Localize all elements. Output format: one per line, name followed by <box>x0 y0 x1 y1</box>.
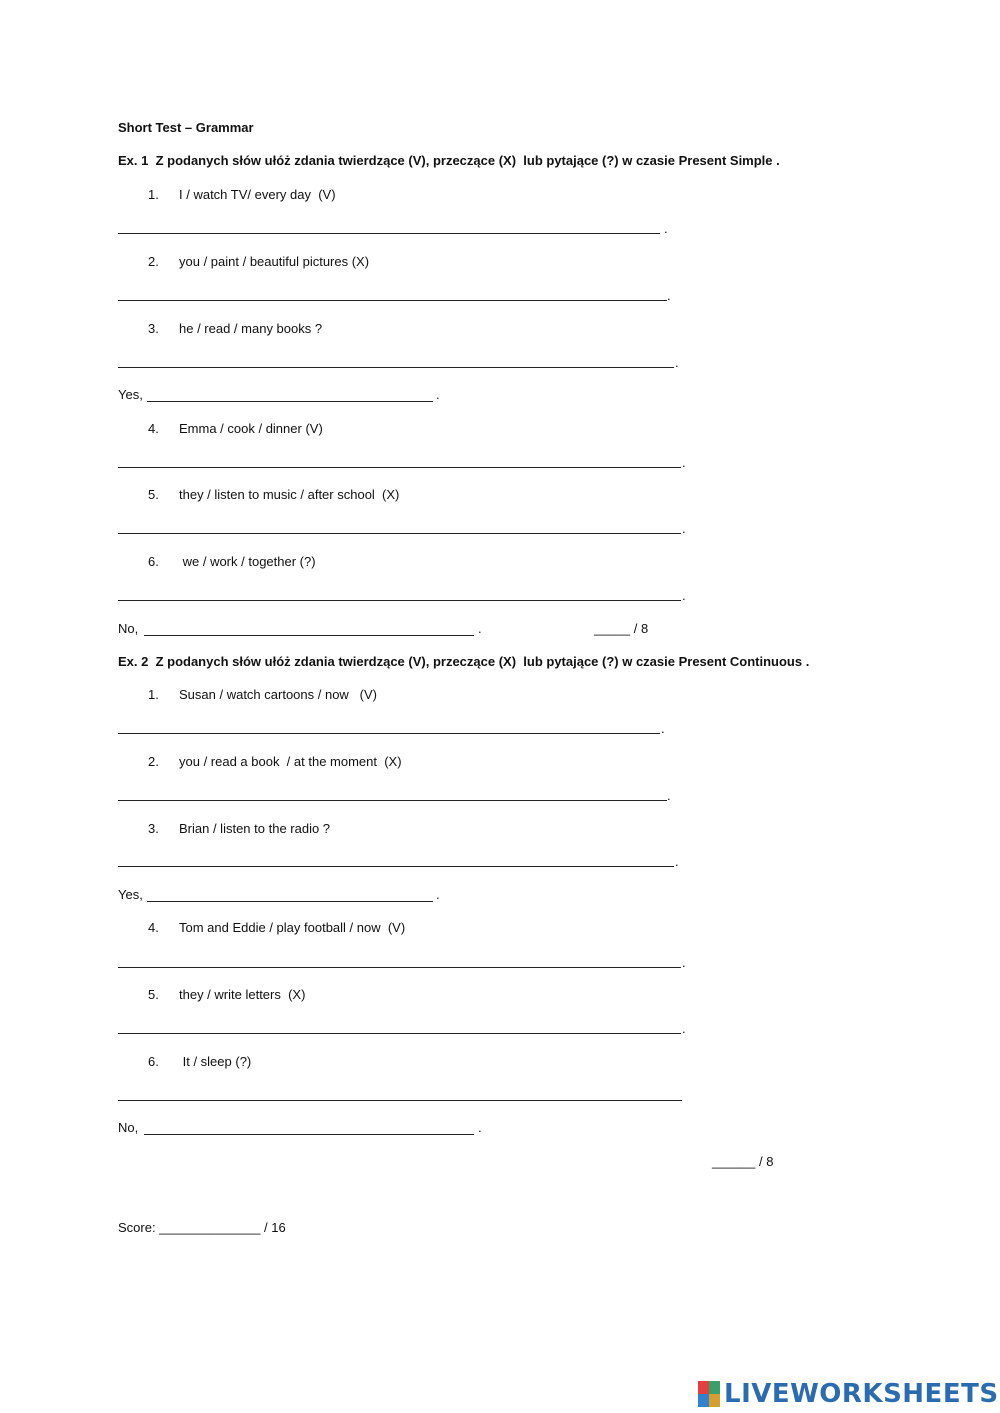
ex2-item-4-prompt: Tom and Eddie / play football / now (V) <box>179 920 406 935</box>
ex1-item-4-number: 4. <box>148 421 159 436</box>
ex2-item-3-period: . <box>675 854 679 869</box>
logo-square-green <box>709 1381 720 1394</box>
ex1-item-2-prompt: you / paint / beautiful pictures (X) <box>179 254 370 269</box>
ex1-no-period: . <box>478 621 482 636</box>
ex1-item-5-number: 5. <box>148 487 159 502</box>
ex2-yes-answer-line[interactable] <box>147 901 433 902</box>
ex1-item-5-prompt: they / listen to music / after school (X) <box>179 487 400 502</box>
ex1-item-4-answer-line[interactable] <box>118 467 681 468</box>
ex1-item-3-number: 3. <box>148 321 159 336</box>
ex2-item-1-number: 1. <box>148 687 159 702</box>
ex1-item-4-period: . <box>682 455 686 470</box>
ex1-score: _____ / 8 <box>594 621 649 636</box>
liveworksheets-logo <box>698 1378 999 1410</box>
ex1-item-3-prompt: he / read / many books ? <box>179 321 323 336</box>
ex2-item-4-period: . <box>682 955 686 970</box>
ex2-item-5-period: . <box>682 1021 686 1036</box>
ex1-item-6-answer-line[interactable] <box>118 600 681 601</box>
ex2-item-5-prompt: they / write letters (X) <box>179 987 306 1002</box>
page-title: Short Test – Grammar <box>118 120 254 135</box>
ex2-item-4-answer-line[interactable] <box>118 967 681 968</box>
ex1-item-1-prompt: I / watch TV/ every day (V) <box>179 187 336 202</box>
ex2-item-2-period: . <box>667 788 671 803</box>
ex2-item-1-answer-line[interactable] <box>118 733 660 734</box>
ex2-item-3-number: 3. <box>148 821 159 836</box>
ex2-no-period: . <box>478 1120 482 1135</box>
ex1-item-6-number: 6. <box>148 554 159 569</box>
ex1-item-1-period: . <box>664 221 668 236</box>
logo-square-red <box>698 1381 709 1394</box>
ex2-item-3-answer-line[interactable] <box>118 866 674 867</box>
ex2-no-label: No, <box>118 1120 139 1135</box>
ex2-no-answer-line[interactable] <box>144 1134 474 1135</box>
logo-square-blue <box>698 1394 709 1407</box>
ex2-yes-label: Yes, <box>118 887 143 902</box>
ex2-item-3-prompt: Brian / listen to the radio ? <box>179 821 331 836</box>
ex1-item-6-prompt: we / work / together (?) <box>179 554 316 569</box>
ex1-item-4-prompt: Emma / cook / dinner (V) <box>179 421 323 436</box>
ex2-heading: Ex. 2 Z podanych słów ułóż zdania twierdzące (V), przeczące (X) lub pytające (?) w czasie Present Continuous . <box>118 654 810 669</box>
ex1-item-3-period: . <box>675 355 679 370</box>
ex2-item-2-prompt: you / read a book / at the moment (X) <box>179 754 402 769</box>
ex2-item-1-prompt: Susan / watch cartoons / now (V) <box>179 687 377 702</box>
ex1-yes-label: Yes, <box>118 387 143 402</box>
ex1-item-2-answer-line[interactable] <box>118 300 667 301</box>
ex2-item-5-number: 5. <box>148 987 159 1002</box>
ex2-item-2-answer-line[interactable] <box>118 800 667 801</box>
ex1-item-1-number: 1. <box>148 187 159 202</box>
ex1-item-6-period: . <box>682 588 686 603</box>
logo-mark-icon <box>698 1381 720 1407</box>
ex1-no-answer-line[interactable] <box>144 635 474 636</box>
ex1-heading: Ex. 1 Z podanych słów ułóż zdania twierdzące (V), przeczące (X) lub pytające (?) w czasie Present Simple . <box>118 153 780 168</box>
ex2-item-2-number: 2. <box>148 754 159 769</box>
ex2-item-6-number: 6. <box>148 1054 159 1069</box>
ex2-yes-period: . <box>436 887 440 902</box>
ex2-item-6-answer-line[interactable] <box>118 1100 682 1101</box>
ex1-item-5-period: . <box>682 521 686 536</box>
ex2-score: ______ / 8 <box>712 1154 774 1169</box>
ex1-no-label: No, <box>118 621 139 636</box>
logo-text: LIVEWORKSHEETS <box>724 1379 999 1409</box>
ex2-item-1-period: . <box>661 721 665 736</box>
ex2-item-6-prompt: It / sleep (?) <box>179 1054 252 1069</box>
ex2-item-5-answer-line[interactable] <box>118 1033 681 1034</box>
ex1-item-2-number: 2. <box>148 254 159 269</box>
ex1-item-3-answer-line[interactable] <box>118 367 674 368</box>
ex1-item-1-answer-line[interactable] <box>118 233 660 234</box>
ex2-item-4-number: 4. <box>148 920 159 935</box>
ex1-item-2-period: . <box>667 288 671 303</box>
total-score: Score: ______________ / 16 <box>118 1220 286 1235</box>
ex1-yes-period: . <box>436 387 440 402</box>
logo-square-yellow <box>709 1394 720 1407</box>
ex1-yes-answer-line[interactable] <box>147 401 433 402</box>
ex1-item-5-answer-line[interactable] <box>118 533 681 534</box>
